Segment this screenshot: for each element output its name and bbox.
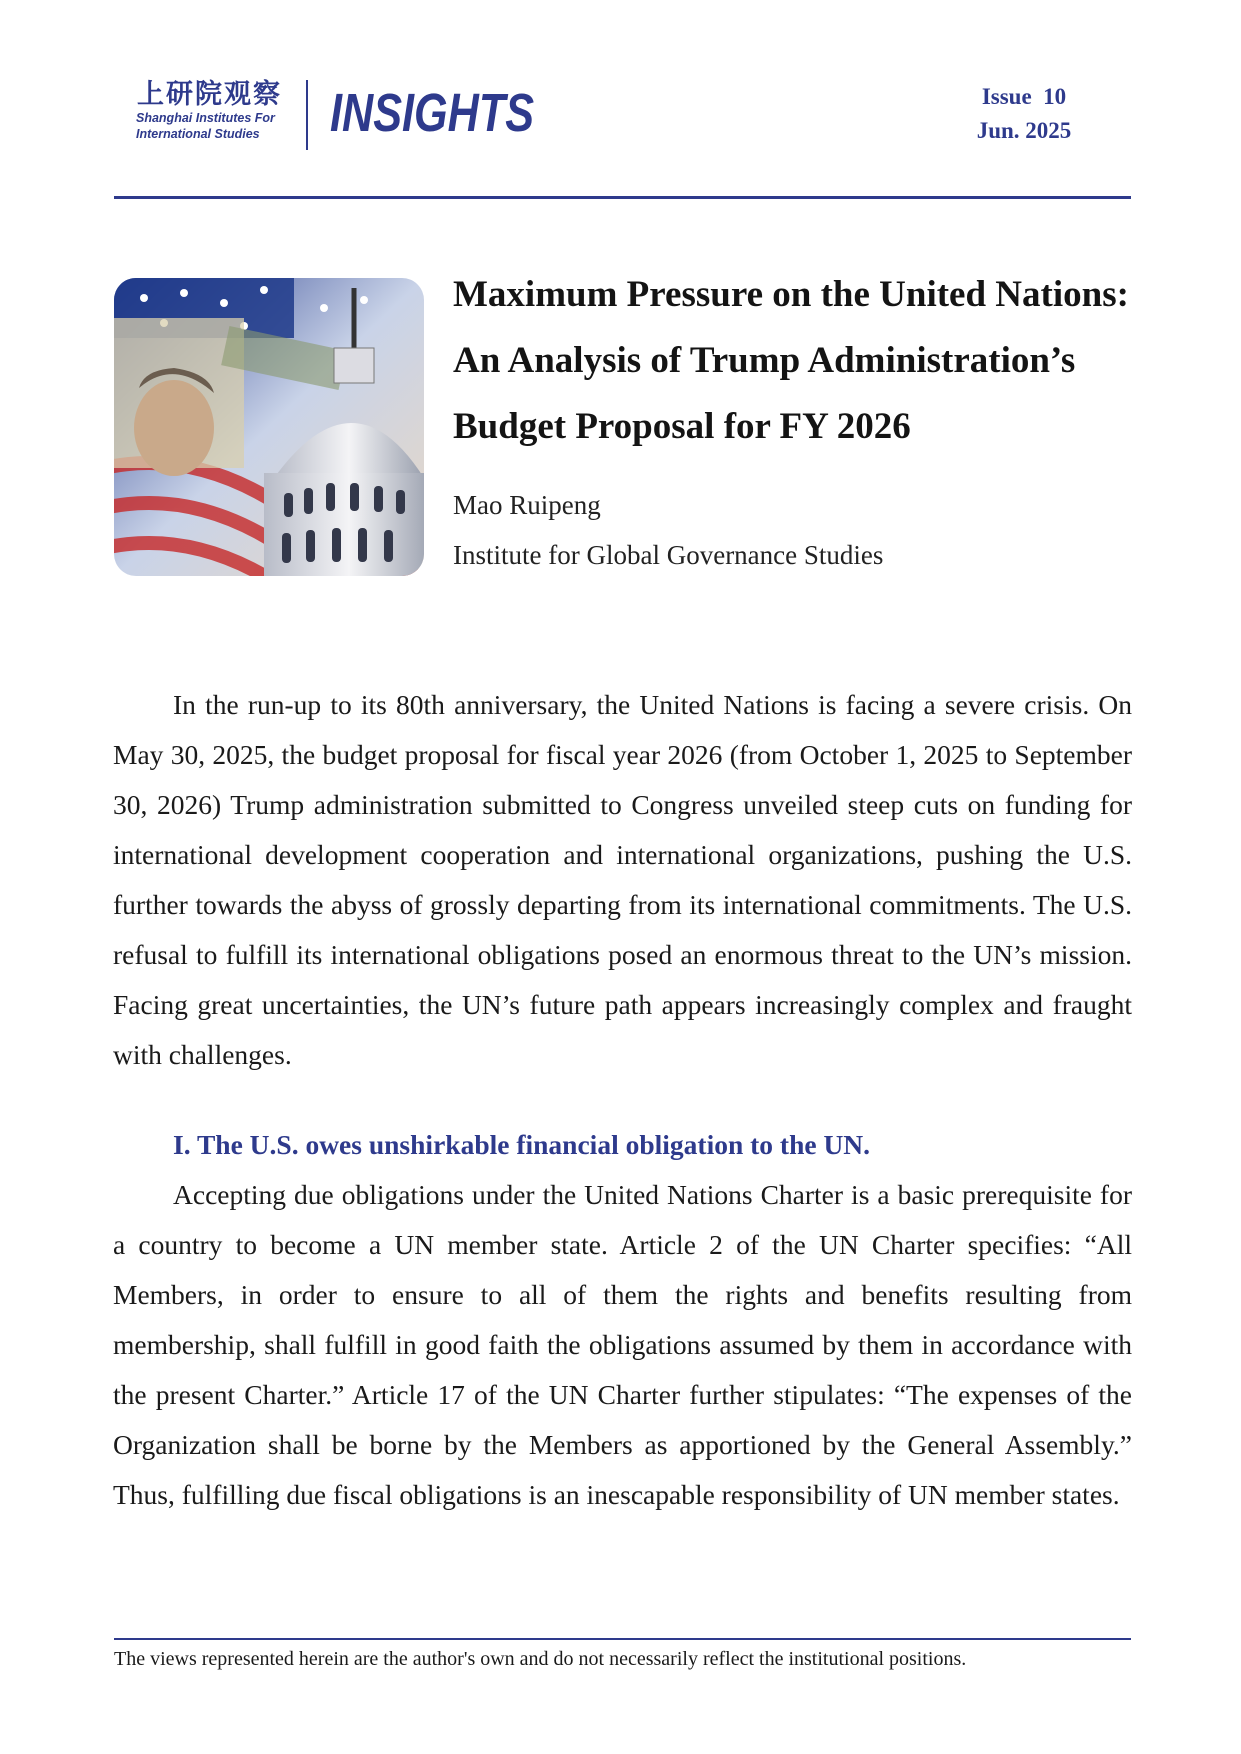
author-institute: Institute for Global Governance Studies bbox=[453, 540, 884, 570]
logo-en bbox=[136, 110, 275, 142]
issue-date: Jun. 2025 bbox=[976, 118, 1072, 143]
issue-block bbox=[949, 80, 1099, 148]
section-heading: I. The U.S. owes unshirkable financial obligation to the UN. bbox=[173, 1129, 871, 1160]
capitol-flag-illustration bbox=[114, 278, 424, 576]
footer-rule bbox=[114, 1638, 1131, 1640]
series-title: INSIGHTS bbox=[330, 83, 535, 143]
logo-divider bbox=[306, 80, 308, 150]
author-name: Mao Ruipeng bbox=[453, 490, 601, 520]
cover-image bbox=[114, 278, 424, 576]
intro-paragraph: In the run-up to its 80th anniversary, the United Nations is facing a severe crisis. On May 30, 2025, the budget proposal for fiscal year 2026 (from October 1, 2025 to September 30, 2026) Trump administration submitted to Congress unveiled steep cuts on funding for international development cooperation and international organizations, pushing the U.S. further towards the abyss of grossly departing from its international commitments. The U.S. refusal to fulfill its international obligations posed an enormous threat to the UN’s mission. Facing great uncertainties, the UN’s future path appears increasingly complex and fraught with challenges. bbox=[113, 689, 1132, 1070]
logo-en-line2: International Studies bbox=[136, 127, 260, 141]
article-title: Maximum Pressure on the United Nations: An Analysis of Trump Administration’s Budget Proposal for FY 2026 bbox=[453, 274, 1129, 447]
section-paragraph: Accepting due obligations under the United Nations Charter is a basic prerequisite for a country to become a UN member state. Article 2 of the UN Charter specifies: “All Members, in order to ensure to all of them the rights and benefits resulting from membership, shall fulfill in good faith the obligations assumed by them in accordance with the present Charter.” Article 17 of the UN Charter further stipulates: “The expenses of the Organization shall be borne by the Members as apportioned by the General Assembly.” Thus, fulfilling due fiscal obligations is an inescapable responsibility of UN member states. bbox=[113, 1179, 1132, 1510]
issue-number: Issue 10 bbox=[981, 84, 1067, 109]
logo-en-line1: Shanghai Institutes For bbox=[136, 111, 275, 125]
logo-cn: 上研院观察 bbox=[137, 79, 282, 110]
header-rule bbox=[114, 196, 1131, 199]
footer-disclaimer: The views represented herein are the author's own and do not necessarily reflect the institutional positions. bbox=[114, 1648, 967, 1670]
